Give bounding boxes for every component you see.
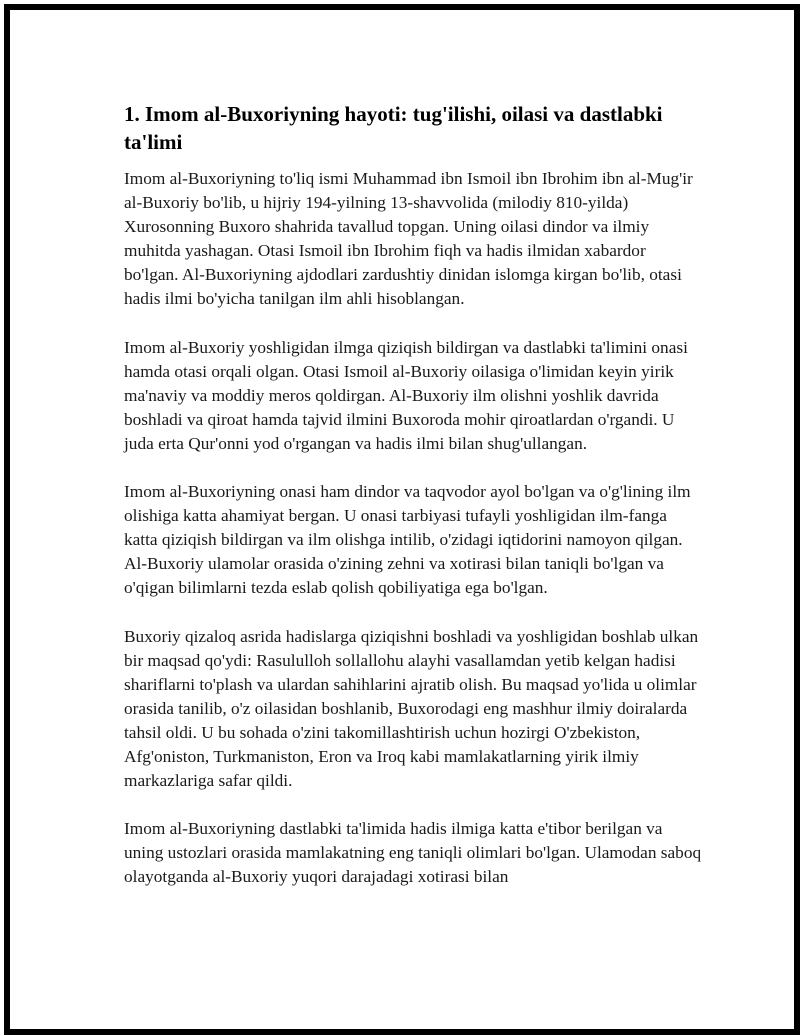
paragraph-3: Imom al-Buxoriyning onasi ham dindor va taqvodor ayol bo'lgan va o'g'lining ilm olishiga katta ahamiyat bergan. U onasi tarbiyasi tufayli yoshligidan ilm-fanga katta qiziqish bildirgan va ilm olishga intilib, o'zidagi iqtidorini namoyon qilgan. Al-Buxoriy ulamolar orasida o'zining zehni va xotirasi bilan taniqli bo'lgan va o'qigan bilimlarni tezda eslab qolish qobiliyatiga ega bo'lgan.	[124, 482, 691, 598]
paragraph-2: Imom al-Buxoriy yoshligidan ilmga qiziqish bildirgan va dastlabki ta'limini onasi hamda otasi orqali olgan. Otasi Ismoil al-Buxoriy oilasiga o'limidan keyin yirik ma'naviy va moddiy meros qoldirgan. Al-Buxoriy ilm olishni yoshlik davrida boshladi va qiroat hamda tajvid ilmini Buxoroda mohir qiroatlardan o'rgandi. U juda erta Qur'onni yod o'rgangan va hadis ilmi bilan shug'ullangan.	[124, 337, 688, 453]
paragraph-5: Imom al-Buxoriyning dastlabki ta'limida hadis ilmiga katta e'tibor berilgan va uning ustozlari orasida mamlakatning eng taniqli olimlari bo'lgan. Ulamodan saboq olayotganda al-Buxoriy yuqori darajadagi xotirasi bilan	[124, 819, 702, 887]
paragraph-4: Buxoriy qizaloq asrida hadislarga qiziqishni boshladi va yoshligidan boshlab ulkan bir maqsad qo'ydi: Rasululloh sollallohu alayhi vasallamdan yetib kelgan hadisi shariflarni to'plash va ulardan sahihlarini ajratib olish. Bu maqsad yo'lida u olimlar orasida tanilib, o'z oilasidan boshlanib, Buxorodagi eng mashhur ilmiy doiralarda tahsil oldi. U bu sohada o'zini takomillashtirish uchun hozirgi O'zbekiston, Afg'oniston, Turkmaniston, Eron va Iroq kabi mamlakatlarning yirik ilmiy markazlariga safar qildi.	[124, 626, 699, 791]
paragraph-1: Imom al-Buxoriyning to'liq ismi Muhammad ibn Ismoil ibn Ibrohim ibn al-Mug'ir al-Buxoriy bo'lib, u hijriy 194-yilning 13-shavvolida (milodiy 810-yilda) Xurosonning Buxoro shahrida tavallud topgan. Uning oilasi dindor va ilmiy muhitda yashagan. Otasi Ismoil ibn Ibrohim fiqh va hadis ilmidan xabardor bo'lgan. Al-Buxoriyning ajdodlari zardushtiy dinidan islomga kirgan bo'lib, otasi hadis ilmi bo'yicha tanilgan ilm ahli hisoblangan.	[124, 169, 693, 309]
section-title: 1. Imom al-Buxoriyning hayoti: tug'ilishi, oilasi va dastlabki ta'limi	[124, 102, 663, 154]
document-body	[124, 100, 702, 913]
page-frame	[4, 4, 800, 1035]
